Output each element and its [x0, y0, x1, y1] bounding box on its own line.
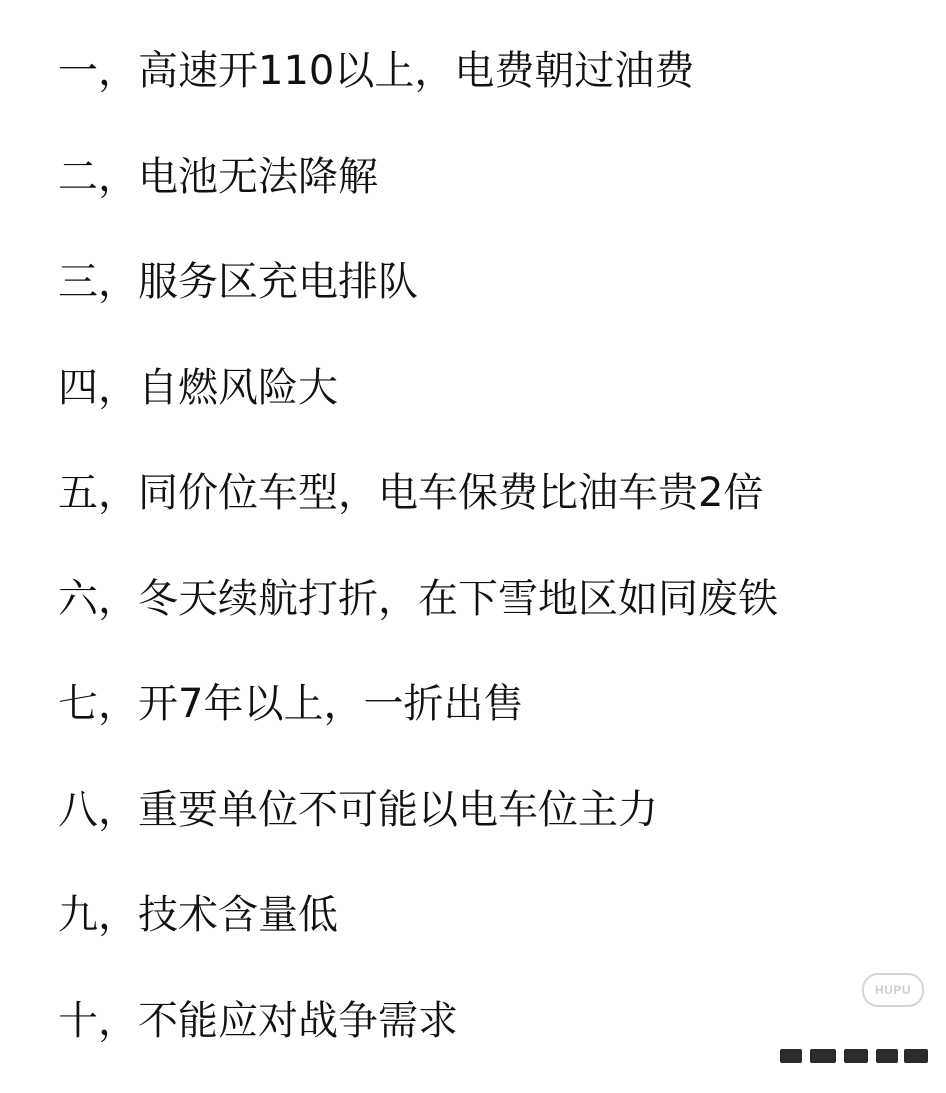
item-text: 重要单位不可能以电车位主力: [138, 787, 658, 833]
list-item-8: [58, 777, 938, 883]
item-text: 开7年以上，一折出售: [138, 681, 523, 727]
hupu-watermark-logo: [862, 973, 924, 1007]
item-separator: ，: [98, 998, 138, 1044]
list-item-5: [58, 460, 938, 566]
list-item-1: [58, 38, 938, 144]
item-separator: ，: [98, 365, 138, 411]
item-separator: ，: [98, 154, 138, 200]
list-item-6: [58, 566, 938, 672]
fragment-glyph: [904, 1049, 928, 1063]
watermark-text: HUPU: [875, 983, 911, 997]
list-item-7: [58, 671, 938, 777]
item-number: 七: [58, 681, 98, 727]
item-number: 八: [58, 787, 98, 833]
item-number: 十: [58, 998, 98, 1044]
fragment-glyph: [844, 1049, 868, 1063]
cropped-text-fragment: [780, 1043, 930, 1063]
fragment-glyph: [876, 1049, 898, 1063]
item-text: 不能应对战争需求: [138, 998, 458, 1044]
item-number: 三: [58, 259, 98, 305]
item-text: 技术含量低: [138, 892, 338, 938]
list-item-2: [58, 144, 938, 250]
item-number: 九: [58, 892, 98, 938]
list-item-3: [58, 249, 938, 355]
list-item-10: [58, 988, 938, 1093]
item-separator: ，: [98, 787, 138, 833]
fragment-glyph: [780, 1049, 802, 1063]
item-text: 同价位车型，电车保费比油车贵2倍: [138, 470, 763, 516]
item-number: 二: [58, 154, 98, 200]
item-text: 电池无法降解: [138, 154, 378, 200]
item-text: 冬天续航打折，在下雪地区如同废铁: [138, 576, 778, 622]
item-separator: ，: [98, 576, 138, 622]
list-item-4: [58, 355, 938, 461]
list-item-9: [58, 882, 938, 988]
item-separator: ，: [98, 681, 138, 727]
item-separator: ，: [98, 470, 138, 516]
item-number: 六: [58, 576, 98, 622]
fragment-glyph: [810, 1049, 836, 1063]
item-number: 四: [58, 365, 98, 411]
item-number: 五: [58, 470, 98, 516]
item-separator: ，: [98, 259, 138, 305]
item-text: 高速开110以上，电费朝过油费: [138, 48, 694, 94]
item-text: 服务区充电排队: [138, 259, 418, 305]
numbered-list: [58, 38, 938, 1093]
item-separator: ，: [98, 892, 138, 938]
item-separator: ，: [98, 48, 138, 94]
item-text: 自燃风险大: [138, 365, 338, 411]
item-number: 一: [58, 48, 98, 94]
